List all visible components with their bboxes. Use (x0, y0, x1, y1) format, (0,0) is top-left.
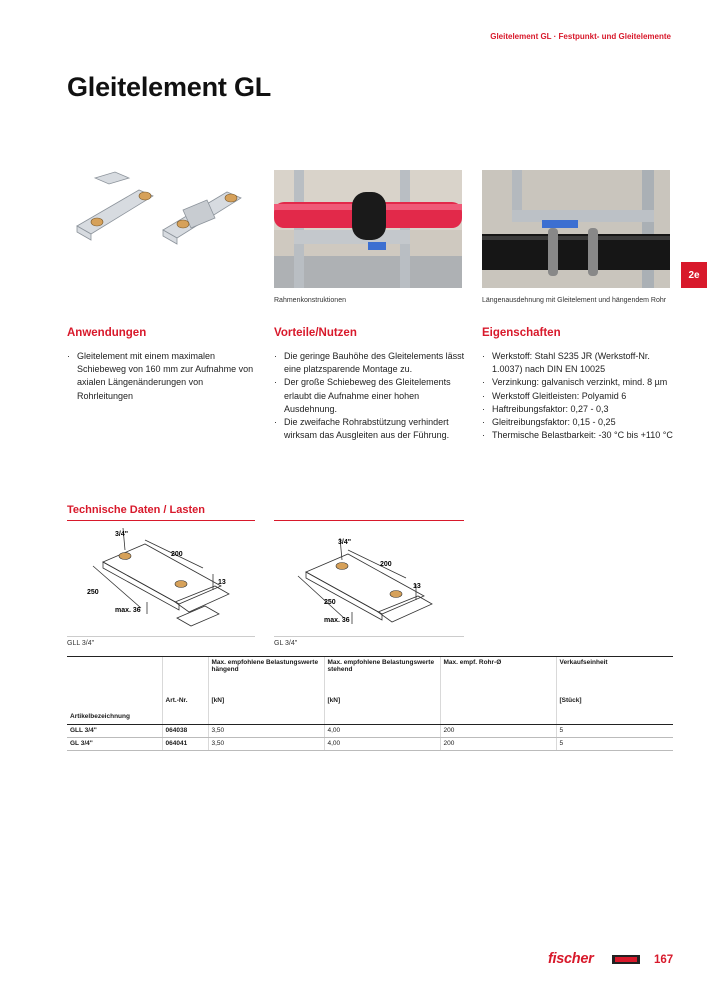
dim-length: 200 (380, 561, 392, 568)
photo-caption-pipe: Längenausdehnung mit Gleitelement und hängendem Rohr (482, 297, 667, 304)
cell-art: 064041 (162, 738, 208, 751)
table-header-empty (324, 711, 440, 725)
cell-hanging: 3,50 (208, 738, 324, 751)
dim-width: 250 (87, 589, 99, 596)
list-anwendungen (67, 350, 259, 403)
header-load-hanging: Max. empfohlene Belastungswerte hängend (208, 657, 324, 695)
unit-kn: [kN] (324, 695, 440, 711)
divider (274, 520, 464, 521)
drawing-caption-gl: GL 3/4" (274, 640, 298, 647)
list-vorteile (274, 350, 466, 442)
header-sales-unit: Verkaufseinheit (556, 657, 673, 695)
table-header-empty (440, 711, 556, 725)
cell-pipe: 200 (440, 725, 556, 738)
page-number: 167 (654, 954, 674, 966)
tech-heading: Technische Daten / Lasten (67, 504, 205, 516)
photo-caption-frame: Rahmenkonstruktionen (274, 297, 346, 304)
heading-eigenschaften: Eigenschaften (482, 327, 561, 339)
frame-construction-photo (274, 170, 462, 288)
cell-hanging: 3,50 (208, 725, 324, 738)
cell-unit: 5 (556, 738, 673, 751)
divider (274, 636, 464, 637)
cell-pipe: 200 (440, 738, 556, 751)
technical-drawing-gll (85, 524, 255, 639)
list-item: · Verzinkung: galvanisch verzinkt, mind. 8 µm (482, 376, 674, 389)
unit-stueck: [Stück] (556, 695, 673, 711)
header-article: Artikelbezeichnung (67, 711, 162, 725)
list-eigenschaften (482, 350, 674, 442)
list-item: · Werkstoff Gleitleisten: Polyamid 6 (482, 390, 674, 403)
table-header-empty (162, 711, 208, 725)
table-header-empty (67, 695, 162, 711)
heading-anwendungen: Anwendungen (67, 327, 147, 339)
product-photo (67, 170, 255, 288)
list-item: · Die geringe Bauhöhe des Gleitelements lässt eine platzsparende Montage zu. (274, 350, 466, 376)
header-art-nr: Art.-Nr. (162, 695, 208, 711)
header-pipe-diameter: Max. empf. Rohr-Ø (440, 657, 556, 695)
cell-standing: 4,00 (324, 725, 440, 738)
brand-badge-icon (612, 955, 640, 964)
specs-table (67, 656, 673, 751)
list-item: · Haftreibungsfaktor: 0,27 - 0,3 (482, 403, 674, 416)
list-item: · Die zweifache Rohrabstützung verhindert wirksam das Ausgleiten aus der Führung. (274, 416, 466, 442)
table-row (67, 738, 673, 751)
list-item: · Der große Schiebeweg des Gleitelements erlaubt die Aufnahme einer hohen Ausdehnung. (274, 376, 466, 416)
cell-unit: 5 (556, 725, 673, 738)
table-header-empty (162, 657, 208, 695)
dim-thread: 3/4" (115, 531, 129, 538)
table-header-empty (556, 711, 673, 725)
list-item: · Thermische Belastbarkeit: -30 °C bis +110 °C (482, 429, 674, 442)
list-item: · Gleitelement mit einem maximalen Schiebeweg von 160 mm zur Aufnahme von axialen Längenänderungen von Rohrleitungen (67, 350, 259, 403)
header-load-standing: Max. empfohlene Belastungswerte stehend (324, 657, 440, 695)
dim-width: 250 (324, 599, 336, 606)
unit-kn: [kN] (208, 695, 324, 711)
divider (67, 520, 255, 521)
page-title: Gleitelement GL (67, 72, 272, 102)
hanging-pipe-photo (482, 170, 670, 288)
chapter-tab[interactable]: 2e (681, 262, 707, 288)
cell-name: GL 3/4" (67, 738, 162, 751)
cell-standing: 4,00 (324, 738, 440, 751)
breadcrumb: Gleitelement GL · Festpunkt- und Gleitelemente (490, 32, 671, 41)
dim-length: 200 (171, 551, 183, 558)
table-row (67, 725, 673, 738)
table-header-empty (208, 711, 324, 725)
list-item: · Werkstoff: Stahl S235 JR (Werkstoff-Nr. 1.0037) nach DIN EN 10025 (482, 350, 674, 376)
list-item: · Gleitreibungsfaktor: 0,15 - 0,25 (482, 416, 674, 429)
divider (67, 636, 255, 637)
cell-art: 064038 (162, 725, 208, 738)
drawing-caption-gll: GLL 3/4" (67, 640, 95, 647)
dim-height: 13 (413, 583, 421, 590)
dim-thread: 3/4" (338, 539, 352, 546)
cell-name: GLL 3/4" (67, 725, 162, 738)
dim-max: max. 36 (324, 617, 350, 624)
fischer-logo: fischer (548, 951, 594, 967)
dim-height: 13 (218, 579, 226, 586)
technical-drawing-gl (296, 524, 466, 639)
heading-vorteile: Vorteile/Nutzen (274, 327, 357, 339)
table-header-empty (67, 657, 162, 695)
dim-max: max. 36 (115, 607, 141, 614)
table-header-empty (440, 695, 556, 711)
